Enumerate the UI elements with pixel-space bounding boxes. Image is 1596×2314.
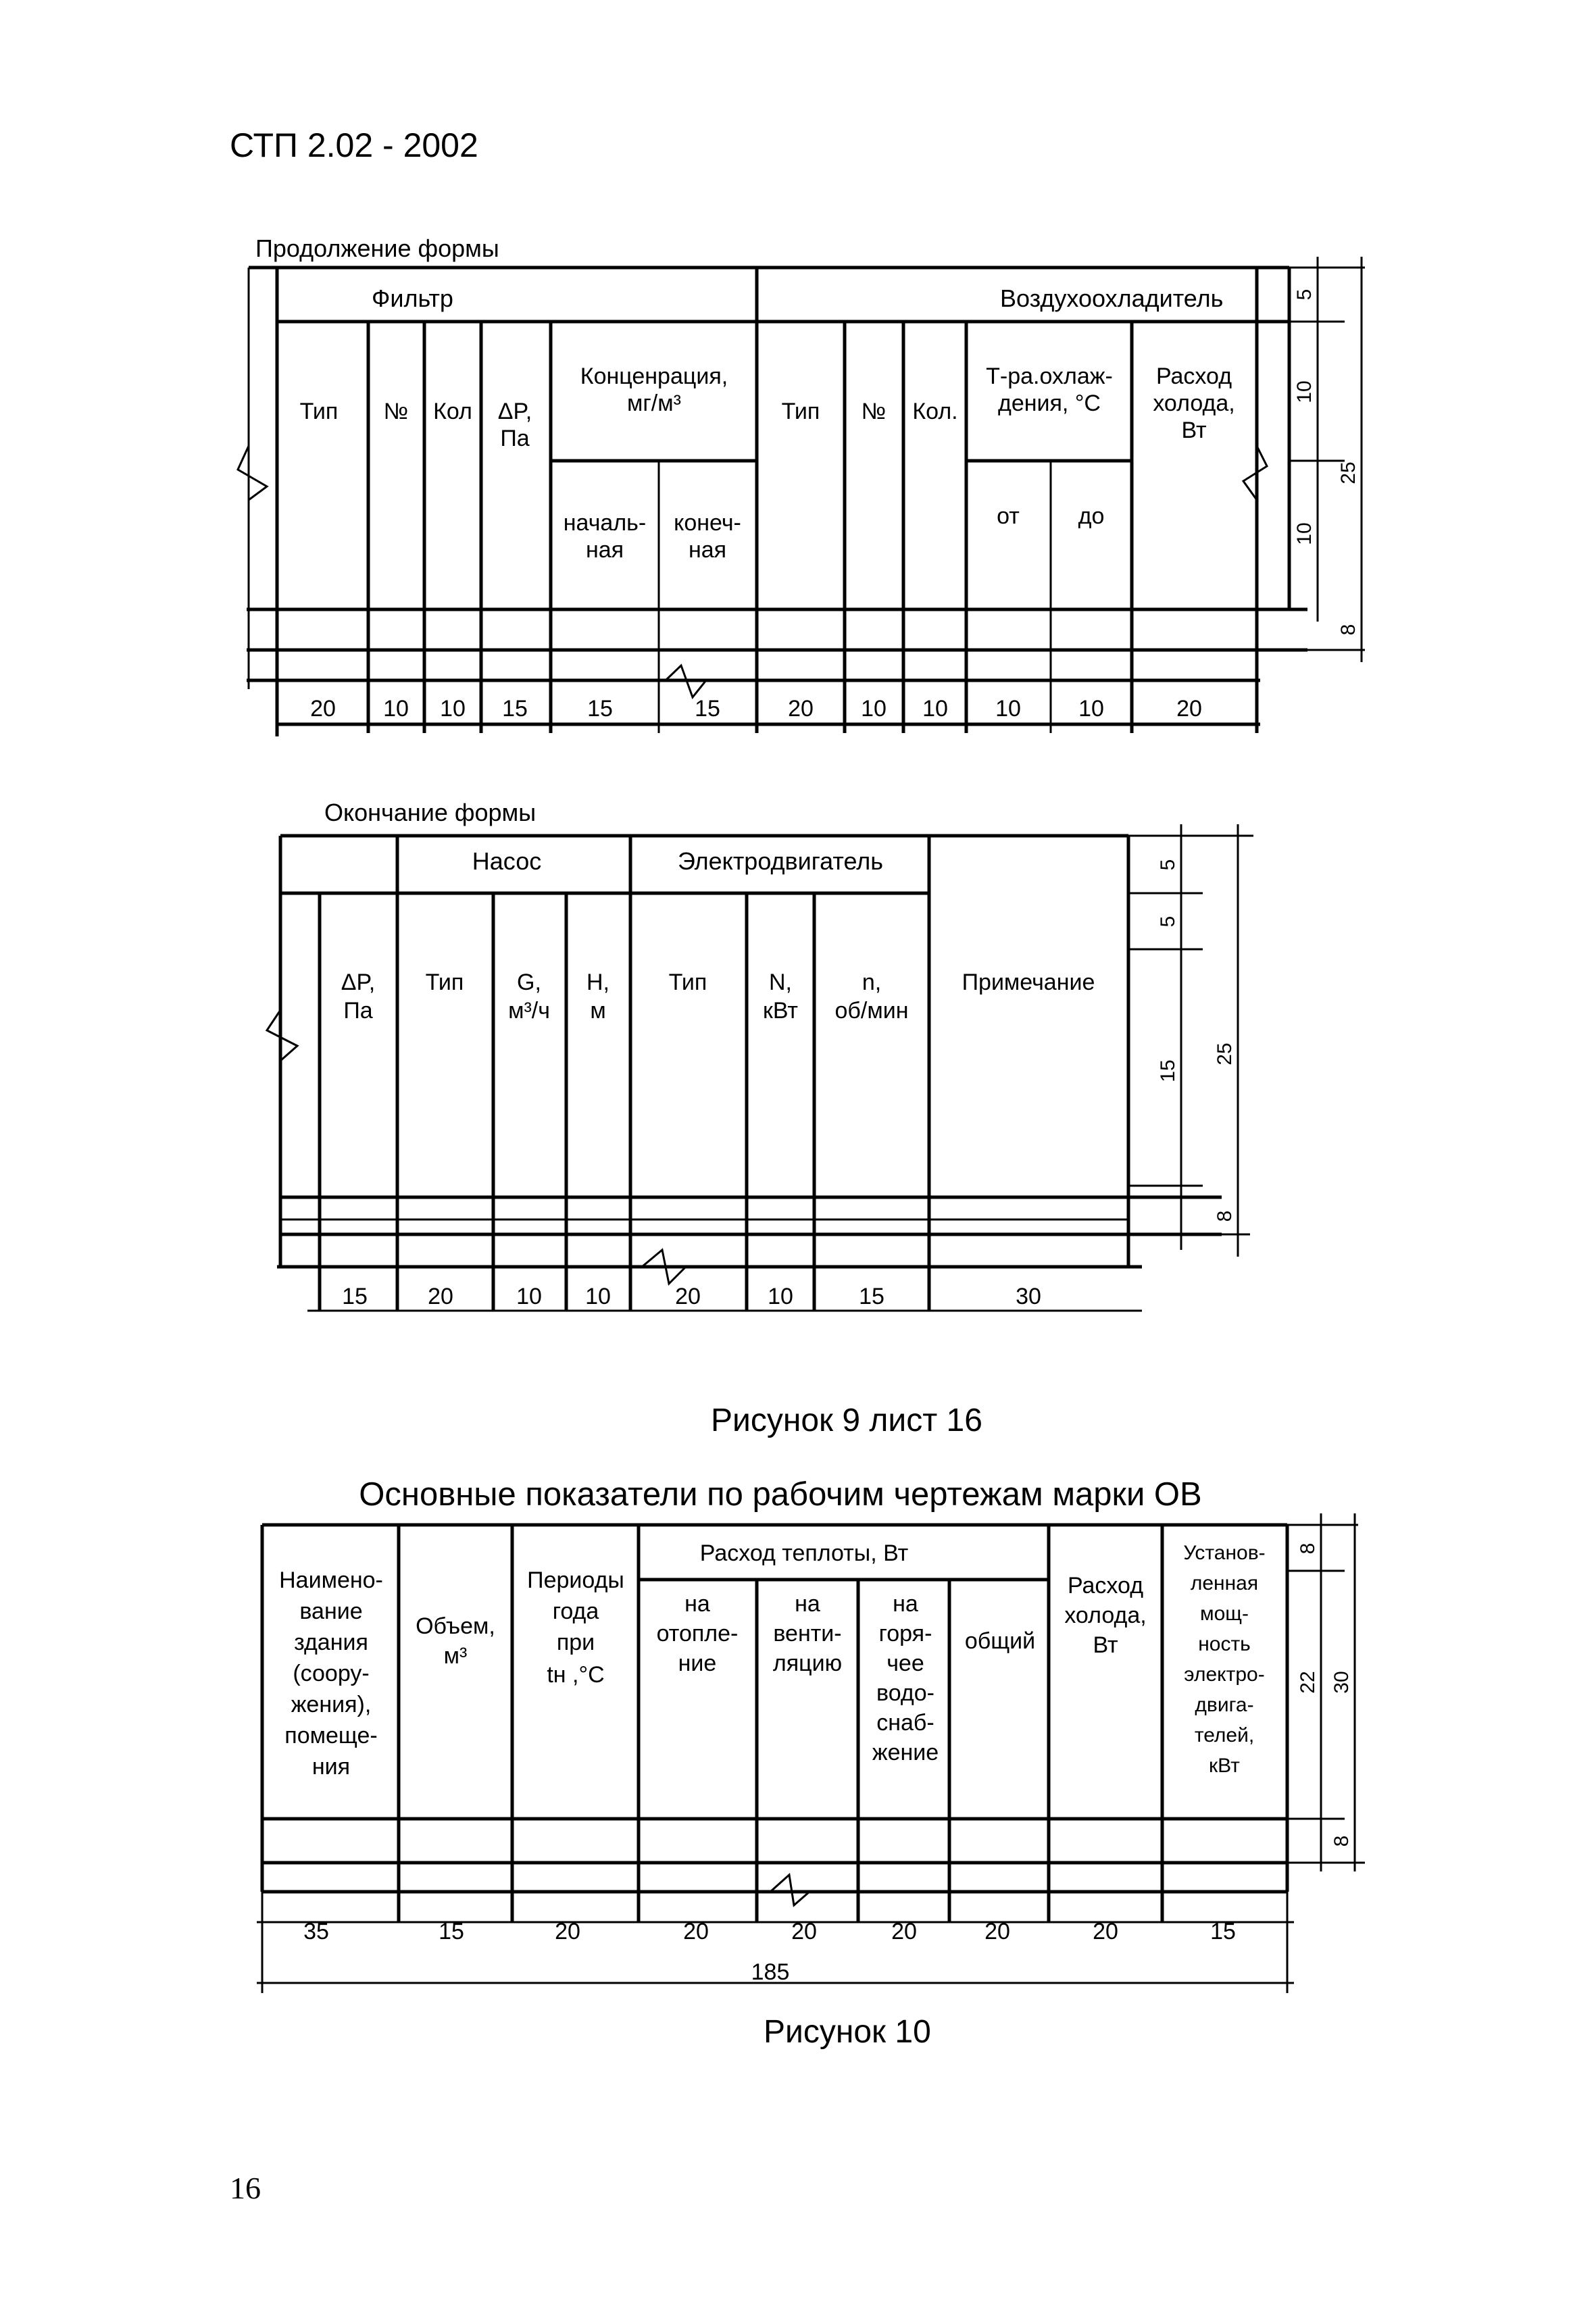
page-number: 16 <box>230 2171 261 2205</box>
width-label: 20 <box>1176 696 1202 722</box>
pump-group-label: Насос <box>472 847 542 875</box>
pump-g-header: G, м³/ч <box>508 970 550 1024</box>
cooler-type-header: Тип <box>781 399 820 424</box>
height-label: 30 <box>1330 1671 1353 1694</box>
width-label: 20 <box>683 1919 709 1944</box>
filter-type-header: Тип <box>299 399 339 424</box>
width-label: 15 <box>439 1919 464 1944</box>
motor-n-header: N, кВт <box>763 970 798 1024</box>
height-label: 5 <box>1157 915 1179 928</box>
width-label: 10 <box>861 696 887 722</box>
document-code: СТП 2.02 - 2002 <box>230 126 478 164</box>
width-label: 10 <box>585 1284 611 1309</box>
height-label: 15 <box>1157 1059 1179 1082</box>
building-name-header: Наимено-вание здания (соору-жения), помеще-ния <box>279 1567 383 1780</box>
figure9-caption: Рисунок 9 лист 16 <box>711 1403 982 1438</box>
width-label: 10 <box>440 696 466 722</box>
width-label: 30 <box>1016 1284 1041 1309</box>
heating-header: на отопле-ние <box>656 1591 739 1676</box>
form-continuation <box>238 234 1365 736</box>
width-label: 20 <box>791 1919 817 1944</box>
form3-title: Основные показатели по рабочим чертежам марки ОВ <box>359 1476 1202 1513</box>
main-indicators-form <box>257 1476 1365 1993</box>
pump-type-header: Тип <box>425 970 464 995</box>
total-width-label: 185 <box>751 1959 790 1985</box>
filter-qty-header: Кол <box>433 399 472 424</box>
concentration-header: Конценрация, мг/м³ <box>580 363 728 416</box>
width-label: 20 <box>788 696 814 722</box>
hot-water-header: на горя-чее водо-снаб-жение <box>872 1591 939 1765</box>
temp-to-header: до <box>1078 503 1105 529</box>
conc-start-header: началь-ная <box>563 510 647 563</box>
width-label: 10 <box>922 696 948 722</box>
width-label: 15 <box>587 696 613 722</box>
width-label: 10 <box>383 696 409 722</box>
total-header: общий <box>964 1628 1036 1654</box>
cooler-qty-header: Кол. <box>912 399 958 424</box>
height-label: 25 <box>1214 1042 1236 1065</box>
width-label: 35 <box>303 1919 329 1944</box>
form2-caption: Окончание формы <box>324 799 537 826</box>
height-label: 8 <box>1214 1210 1236 1222</box>
motor-group-label: Электродвигатель <box>677 847 884 875</box>
filter-group-label: Фильтр <box>372 284 453 312</box>
width-label: 15 <box>342 1284 368 1309</box>
periods-header: Периоды года при tн ,°С <box>527 1567 624 1688</box>
width-label: 15 <box>859 1284 884 1309</box>
heat-group-label: Расход теплоты, Вт <box>699 1540 909 1566</box>
height-label: 8 <box>1297 1542 1319 1555</box>
height-label: 8 <box>1330 1835 1353 1847</box>
width-label: 20 <box>310 696 336 722</box>
height-label: 5 <box>1293 288 1316 301</box>
cold-flow-header: Расход холода, Вт <box>1153 363 1235 443</box>
width-label: 20 <box>675 1284 701 1309</box>
width-label: 20 <box>555 1919 580 1944</box>
form-ending <box>267 799 1253 1311</box>
conc-end-header: конеч-ная <box>674 510 741 563</box>
ventilation-header: на венти-ляцию <box>772 1591 843 1676</box>
motor-type-header: Тип <box>668 970 707 995</box>
cooler-group-label: Воздухоохладитель <box>1000 284 1224 312</box>
motor-rpm-header: n, об/мин <box>834 970 909 1024</box>
width-label: 20 <box>891 1919 917 1944</box>
width-label: 10 <box>1078 696 1104 722</box>
width-label: 15 <box>502 696 528 722</box>
height-label: 25 <box>1337 461 1360 484</box>
note-header: Примечание <box>962 970 1095 995</box>
width-label: 20 <box>428 1284 453 1309</box>
width-label: 20 <box>1093 1919 1118 1944</box>
form1-caption: Продолжение формы <box>255 234 499 262</box>
height-label: 10 <box>1293 380 1316 403</box>
width-label: 10 <box>768 1284 793 1309</box>
volume-header: Объем, м³ <box>416 1613 495 1669</box>
width-label: 15 <box>1210 1919 1236 1944</box>
cooler-num-header: № <box>861 399 887 424</box>
filter-num-header: № <box>383 399 409 424</box>
height-label: 5 <box>1157 859 1179 871</box>
width-label: 10 <box>995 696 1021 722</box>
temp-from-header: от <box>997 503 1020 529</box>
figure10-caption: Рисунок 10 <box>764 2014 931 2050</box>
cold-header: Расход холода, Вт <box>1064 1573 1147 1658</box>
temperature-header: Т-ра.охлаж-дения, °С <box>986 363 1113 416</box>
pump-dp-header: ΔP, Па <box>341 970 376 1024</box>
filter-dp-header: ΔP, Па <box>497 399 532 451</box>
height-label: 22 <box>1297 1671 1319 1694</box>
power-header: Установ-ленная мощ-ность электро-двига-телей, кВт <box>1183 1542 1266 1777</box>
pump-h-header: H, м <box>587 970 609 1024</box>
width-label: 15 <box>695 696 720 722</box>
height-label: 8 <box>1337 624 1360 636</box>
height-label: 10 <box>1293 522 1316 545</box>
width-label: 20 <box>984 1919 1010 1944</box>
width-label: 10 <box>516 1284 542 1309</box>
